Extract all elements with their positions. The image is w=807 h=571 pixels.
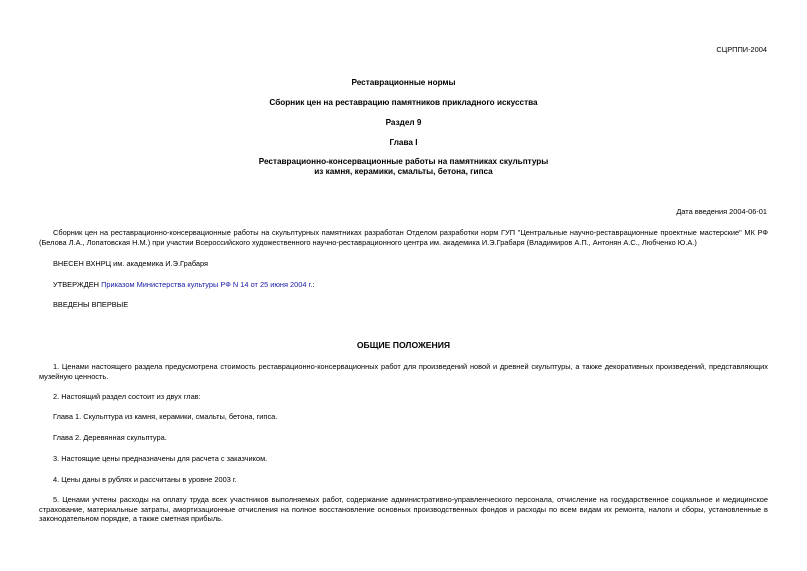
title-section: Раздел 9	[385, 118, 422, 127]
title-collection: Сборник цен на реставрацию памятников прикладного искусства	[269, 98, 538, 107]
document-code: СЦРППИ-2004	[716, 45, 767, 54]
clause-2-chapter-2: Глава 2. Деревянная скульптура.	[53, 433, 167, 442]
title-works-line1: Реставрационно-консервационные работы на памятниках скульптуры	[258, 157, 549, 166]
section-title: ОБЩИЕ ПОЛОЖЕНИЯ	[356, 340, 451, 350]
approved-suffix: :	[312, 280, 315, 289]
clause-2: 2. Настоящий раздел состоит из двух глав:	[53, 392, 201, 401]
clause-3: 3. Настоящие цены предназначены для расчета с заказчиком.	[53, 454, 268, 463]
approved-line	[53, 280, 314, 290]
title-norms: Реставрационные нормы	[351, 78, 456, 87]
clause-1: 1. Ценами настоящего раздела предусмотрена стоимость реставрационно-консервационных работ для произведений новой и древней скульптуры, а также декоративных произведений, представляющих музейную ценность.	[39, 362, 768, 381]
approval-order-link[interactable]: Приказом Министерства культуры РФ N 14 от 25 июня 2004 г.	[101, 280, 313, 289]
introduced-by: ВНЕСЕН ВХНРЦ им. академика И.Э.Грабаря	[53, 259, 209, 268]
title-chapter: Глава I	[389, 138, 418, 147]
introduction-date: Дата введения 2004-06-01	[676, 207, 767, 216]
first-introduced: ВВЕДЕНЫ ВПЕРВЫЕ	[53, 300, 129, 309]
clause-5: 5. Ценами учтены расходы на оплату труда всех участников выполняемых работ, содержание административно-управленческого персонала, отчисление на государственное социальное и медицинское страхование, материальные затраты, амортизационные отчисления на полное восстановление основных производственных фондов и расходы по всем видам их ремонта, налоги и сборы, установленные в законодательном порядке, а также сметная прибыль.	[39, 495, 768, 524]
approved-prefix: УТВЕРЖДЕН	[53, 280, 100, 289]
intro-paragraph: Сборник цен на реставрационно-консервационные работы на скульптурных памятниках разработан Отделом разработки норм ГУП "Центральные научно-реставрационные проектные мастерские" МК РФ (Белова Л.А., Лопатовская Н.М.) при участии Всероссийского художественного научно-реставрационного центра им. академика И.Э.Грабаря (Владимиров А.П., Антонян А.С., Любченко Ю.А.)	[39, 228, 768, 247]
title-works-line2: из камня, керамики, смальты, бетона, гипса	[314, 167, 493, 176]
clause-4: 4. Цены даны в рублях и рассчитаны в уровне 2003 г.	[53, 475, 237, 484]
clause-2-chapter-1: Глава 1. Скульптура из камня, керамики, смальты, бетона, гипса.	[53, 412, 278, 421]
